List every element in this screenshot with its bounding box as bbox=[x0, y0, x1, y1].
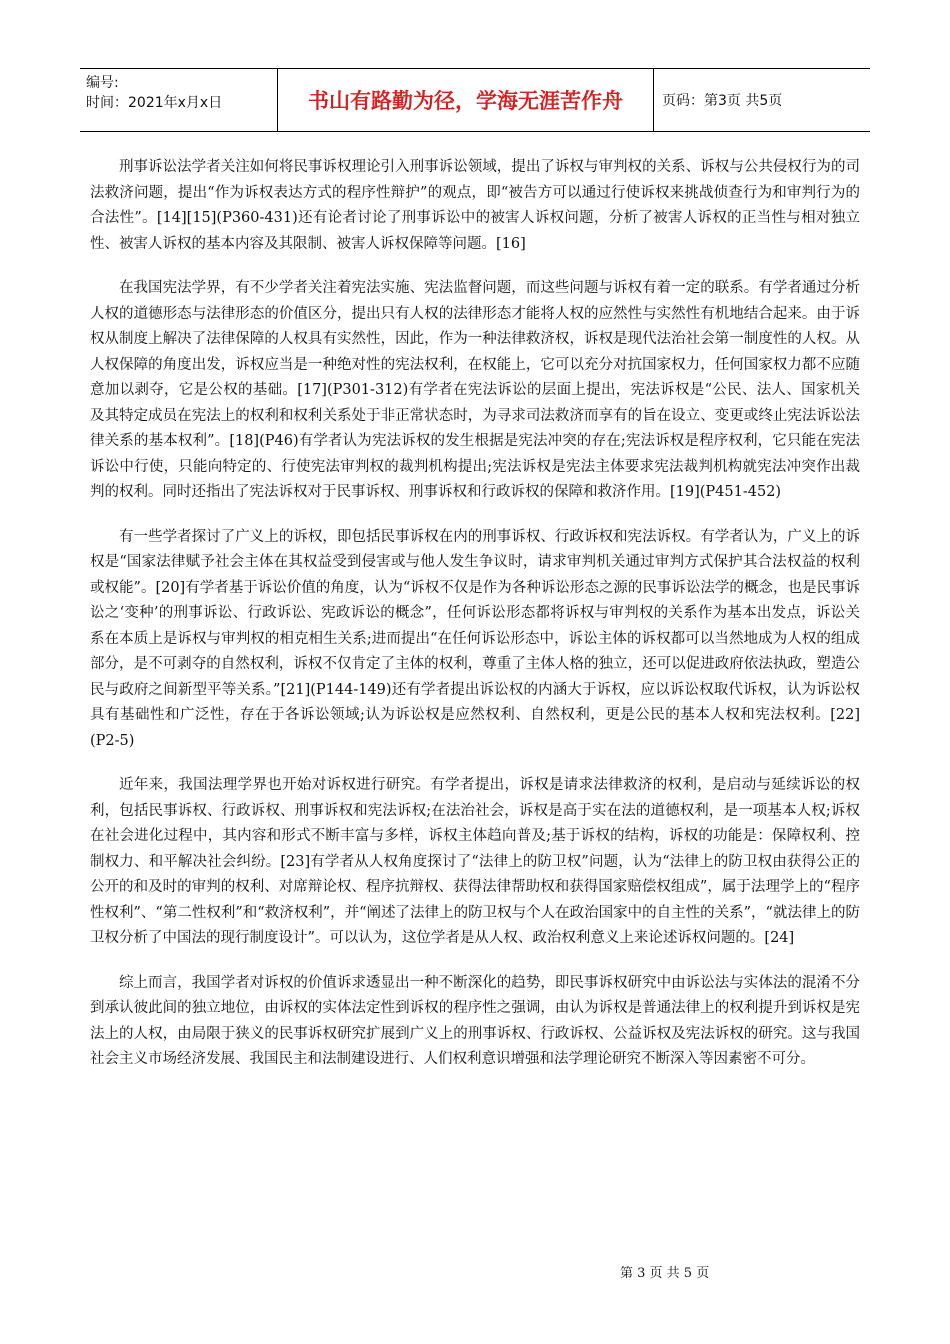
paragraph: 在我国宪法学界，有不少学者关注着宪法实施、宪法监督问题，而这些问题与诉权有着一定的联系。有学者通过分析人权的道德形态与法律形态的价值区分，提出只有人权的法律形态才能将人权的应然性与实然性有机地结合起来。由于诉权从制度上解决了法律保障的人权具有实然性，因此，作为一种法律救济权，诉权是现代法治社会第一制度性的人权。从人权保障的角度出发，诉权应当是一种绝对性的宪法权利，在权能上，它可以充分对抗国家权力，任何国家权力都不应随意加以剥夺，它是公权的基础。[17](P301-312)有学者在宪法诉讼的层面上提出，宪法诉权是“公民、法人、国家机关及其特定成员在宪法上的权利和权利关系处于非正常状态时，为寻求司法救济而享有的旨在设立、变更或终止宪法诉讼法律关系的基本权利”。[18](P46)有学者认为宪法诉权的发生根据是宪法冲突的存在;宪法诉权是程序权利，它只能在宪法诉讼中行使，只能向特定的、行使宪法审判权的裁判机构提出;宪法诉权是宪法主体要求宪法裁判机构就宪法冲突作出裁判的权利。同时还指出了宪法诉权对于民事诉权、刑事诉权和行政诉权的保障和救济作用。[19](P451-452) bbox=[90, 280, 860, 500]
header-page-indicator: 页码：第3页 共5页 bbox=[662, 93, 783, 109]
paragraph: 近年来，我国法理学界也开始对诉权进行研究。有学者提出，诉权是请求法律救济的权利，是启动与延续诉讼的权利，包括民事诉权、行政诉权、刑事诉权和宪法诉权;在法治社会，诉权是高于实在法的道德权利，是一项基本人权;诉权在社会进化过程中，其内容和形式不断丰富与多样，诉权主体趋向普及;基于诉权的结构，诉权的功能是：保障权利、控制权力、和平解决社会纠纷。[23]有学者从人权角度探讨了“法律上的防卫权”问题，认为“法律上的防卫权由获得公正的公开的和及时的审判的权利、对席辩论权、程序抗辩权、获得法律帮助权和获得国家赔偿权组成”，属于法理学上的“程序性权利”、“第二性权利”和“救济权利”，并“阐述了法律上的防卫权与个人在政治国家中的自主性的关系”，“就法律上的防卫权分析了中国法的现行制度设计”。可以认为，这位学者是从人权、政治权利意义上来论述诉权问题的。[24] bbox=[90, 777, 860, 946]
document-body bbox=[90, 155, 860, 1092]
document-time-label: 时间：2021年x月x日 bbox=[86, 95, 223, 111]
paragraph: 刑事诉讼法学者关注如何将民事诉权理论引入刑事诉讼领域，提出了诉权与审判权的关系、诉权与公共侵权行为的司法救济问题，提出“作为诉权表达方式的程序性辩护”的观点，即“被告方可以通过行使诉权来挑战侦查行为和审判行为的合法性”。[14][15](P360-431)还有论者讨论了刑事诉讼中的被害人诉权问题，分析了被害人诉权的正当性与相对独立性、被害人诉权的基本内容及其限制、被害人诉权保障等问题。[16] bbox=[90, 159, 860, 252]
page-header bbox=[80, 68, 870, 132]
paragraph: 有一些学者探讨了广义上的诉权，即包括民事诉权在内的刑事诉权、行政诉权和宪法诉权。有学者认为，广义上的诉权是“国家法律赋予社会主体在其权益受到侵害或与他人发生争议时，请求审判机关通过审判方式保护其合法权益的权利或权能”。[20]有学者基于诉讼价值的角度，认为“诉权不仅是作为各种诉讼形态之源的民事诉讼法学的概念，也是民事诉讼之‘变种’的刑事诉讼、行政诉讼、宪政诉讼的概念”，任何诉讼形态都将诉权与审判权的关系作为基本出发点，诉讼关系在本质上是诉权与审判权的相克相生关系;进而提出“在任何诉讼形态中，诉讼主体的诉权都可以当然地成为人权的组成部分，是不可剥夺的自然权利，诉权不仅肯定了主体的权利，尊重了主体人格的独立，还可以促进政府依法执政，塑造公民与政府之间新型平等关系。”[21](P144-149)还有学者提出诉讼权的内涵大于诉权，应以诉讼权取代诉权，认为诉讼权具有基础性和广泛性，存在于各诉讼领域;认为诉讼权是应然权利、自然权利，更是公民的基本人权和宪法权利。[22](P2-5) bbox=[90, 528, 860, 749]
header-meta bbox=[80, 69, 278, 131]
document-number-label: 编号: bbox=[86, 75, 119, 91]
header-motto: 书山有路勤为径，学海无涯苦作舟 bbox=[278, 69, 654, 131]
paragraph: 综上而言，我国学者对诉权的价值诉求透显出一种不断深化的趋势，即民事诉权研究中由诉讼法与实体法的混淆不分到承认彼此间的独立地位，由诉权的实体法定性到诉权的程序性之强调，由认为诉权是普通法律上的权利提升到诉权是宪法上的人权，由局限于狭义的民事诉权研究扩展到广义上的刑事诉权、行政诉权、公益诉权及宪法诉权的研究。这与我国社会主义市场经济发展、我国民主和法制建设进行、人们权利意识增强和法学理论研究不断深入等因素密不可分。 bbox=[90, 974, 860, 1067]
page-footer: 第 3 页 共 5 页 bbox=[620, 1266, 710, 1281]
